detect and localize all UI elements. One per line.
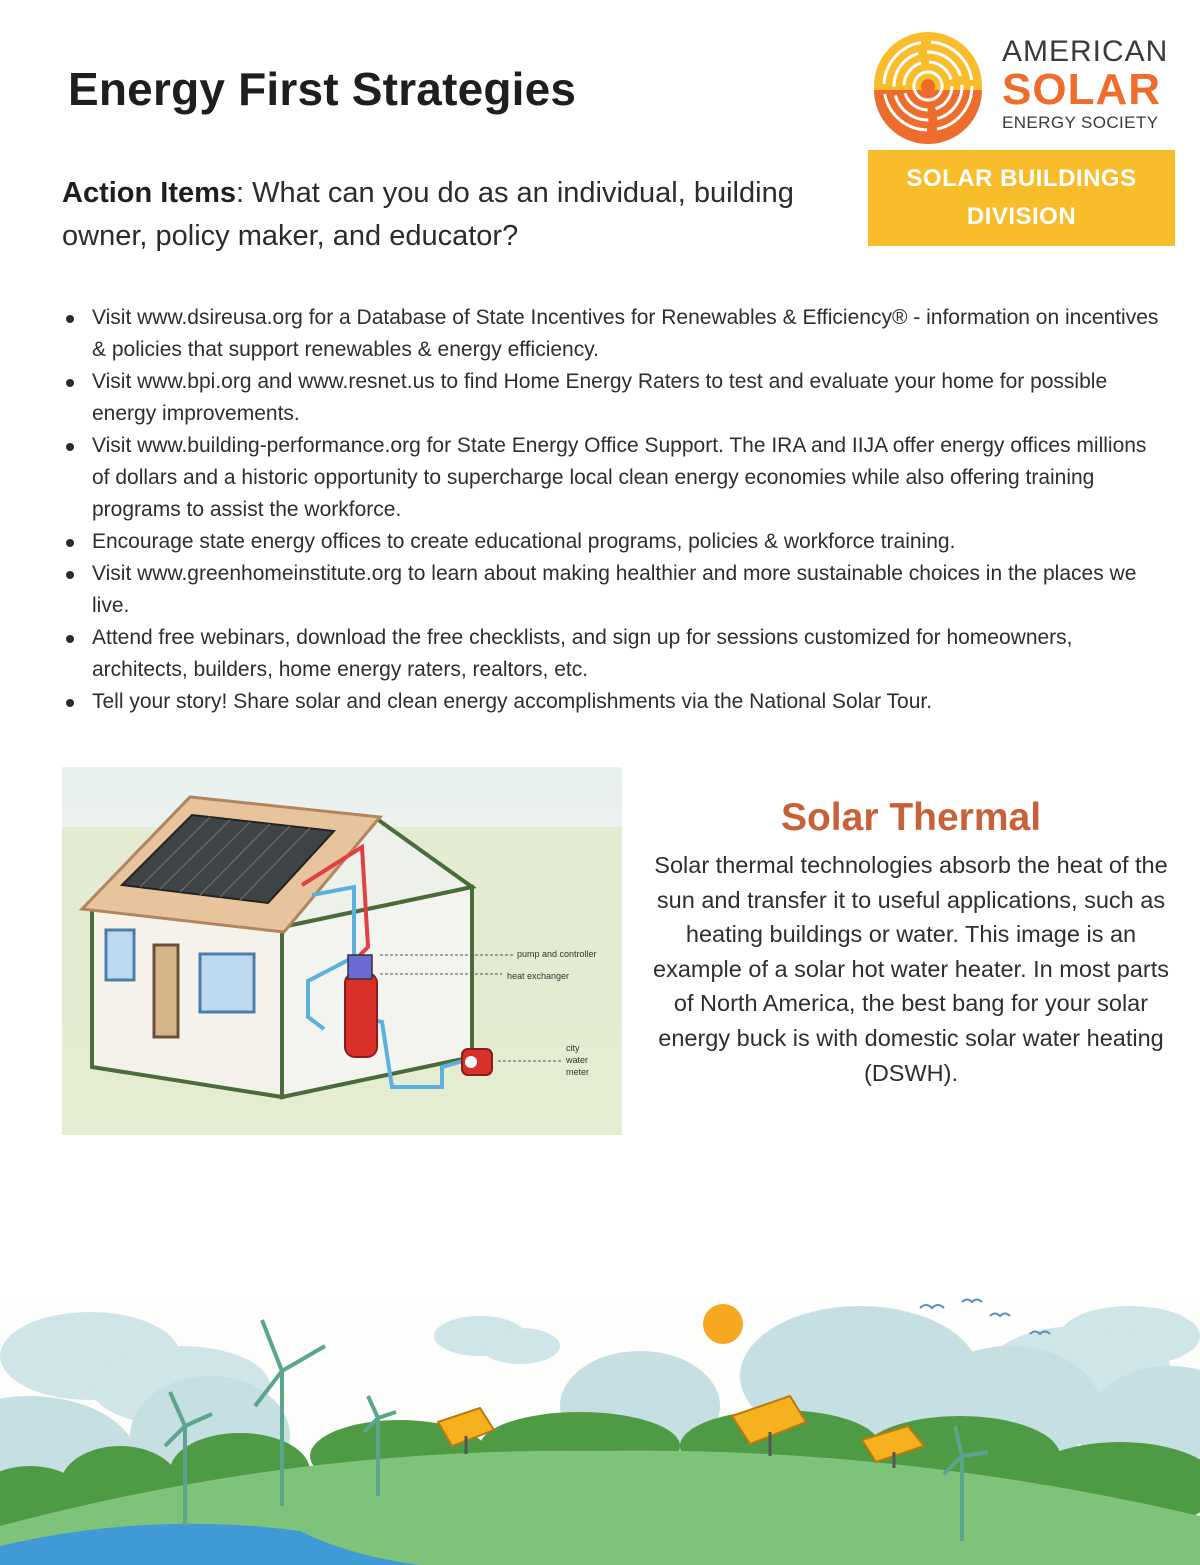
sun-logo-icon [866, 28, 996, 146]
action-items-label: Action Items [62, 177, 237, 209]
logo-american: AMERICAN [1002, 35, 1169, 68]
action-items-list [64, 302, 1164, 718]
logo-solar: SOLAR [1002, 65, 1161, 114]
list-item: Visit www.greenhomeinstitute.org to learn about making healthier and more sustainable choices in the places we live. [64, 558, 1164, 622]
label-pump-controller: pump and controller [517, 949, 597, 959]
label-water: water [566, 1055, 589, 1065]
division-line1: SOLAR BUILDINGS [906, 165, 1137, 192]
list-item: Encourage state energy offices to create educational programs, policies & workforce training. [64, 526, 1164, 558]
list-item: Attend free webinars, download the free checklists, and sign up for sessions customized for homeowners, architects, builders, home energy raters, realtors, etc. [64, 622, 1164, 686]
list-item: Visit www.bpi.org and www.resnet.us to find Home Energy Raters to test and evaluate your home for possible energy improvements. [64, 366, 1164, 430]
label-meter: meter [566, 1067, 590, 1077]
renewable-landscape-illustration [0, 1296, 1200, 1565]
division-badge [868, 150, 1175, 246]
solar-thermal-description: Solar thermal technologies absorb the heat of the sun and transfer it to useful applications, such as heating buildings or water. This image is an example of a solar hot water heater. In most parts of North America, the best bang for your solar energy buck is with domestic solar water heating (DSWH). [653, 852, 1169, 1086]
list-item: Visit www.dsireusa.org for a Database of State Incentives for Renewables & Efficiency® - information on incentives & policies that support renewables & energy efficiency. [64, 302, 1164, 366]
action-items-intro [62, 172, 822, 258]
division-line2: DIVISION [966, 203, 1077, 230]
label-city: city [566, 1043, 580, 1053]
logo-energy-society: ENERGY SOCIETY [1002, 113, 1159, 132]
solar-water-heater-diagram [62, 767, 622, 1135]
ases-logo [866, 28, 1176, 146]
sun-icon [703, 1304, 743, 1344]
action-items-question: : What can you do as an individual, building owner, policy maker, and educator? [62, 177, 794, 252]
list-item: Tell your story! Share solar and clean energy accomplishments via the National Solar Tour. [64, 686, 1164, 718]
solar-thermal-title: Solar Thermal [780, 796, 1042, 839]
list-item: Visit www.building-performance.org for State Energy Office Support. The IRA and IIJA offer energy offices millions of dollars and a historic opportunity to supercharge local clean energy economies while also offering training programs to assist the workforce. [64, 430, 1164, 526]
page-title: Energy First Strategies [68, 63, 577, 115]
label-heat-exchanger: heat exchanger [507, 971, 570, 981]
